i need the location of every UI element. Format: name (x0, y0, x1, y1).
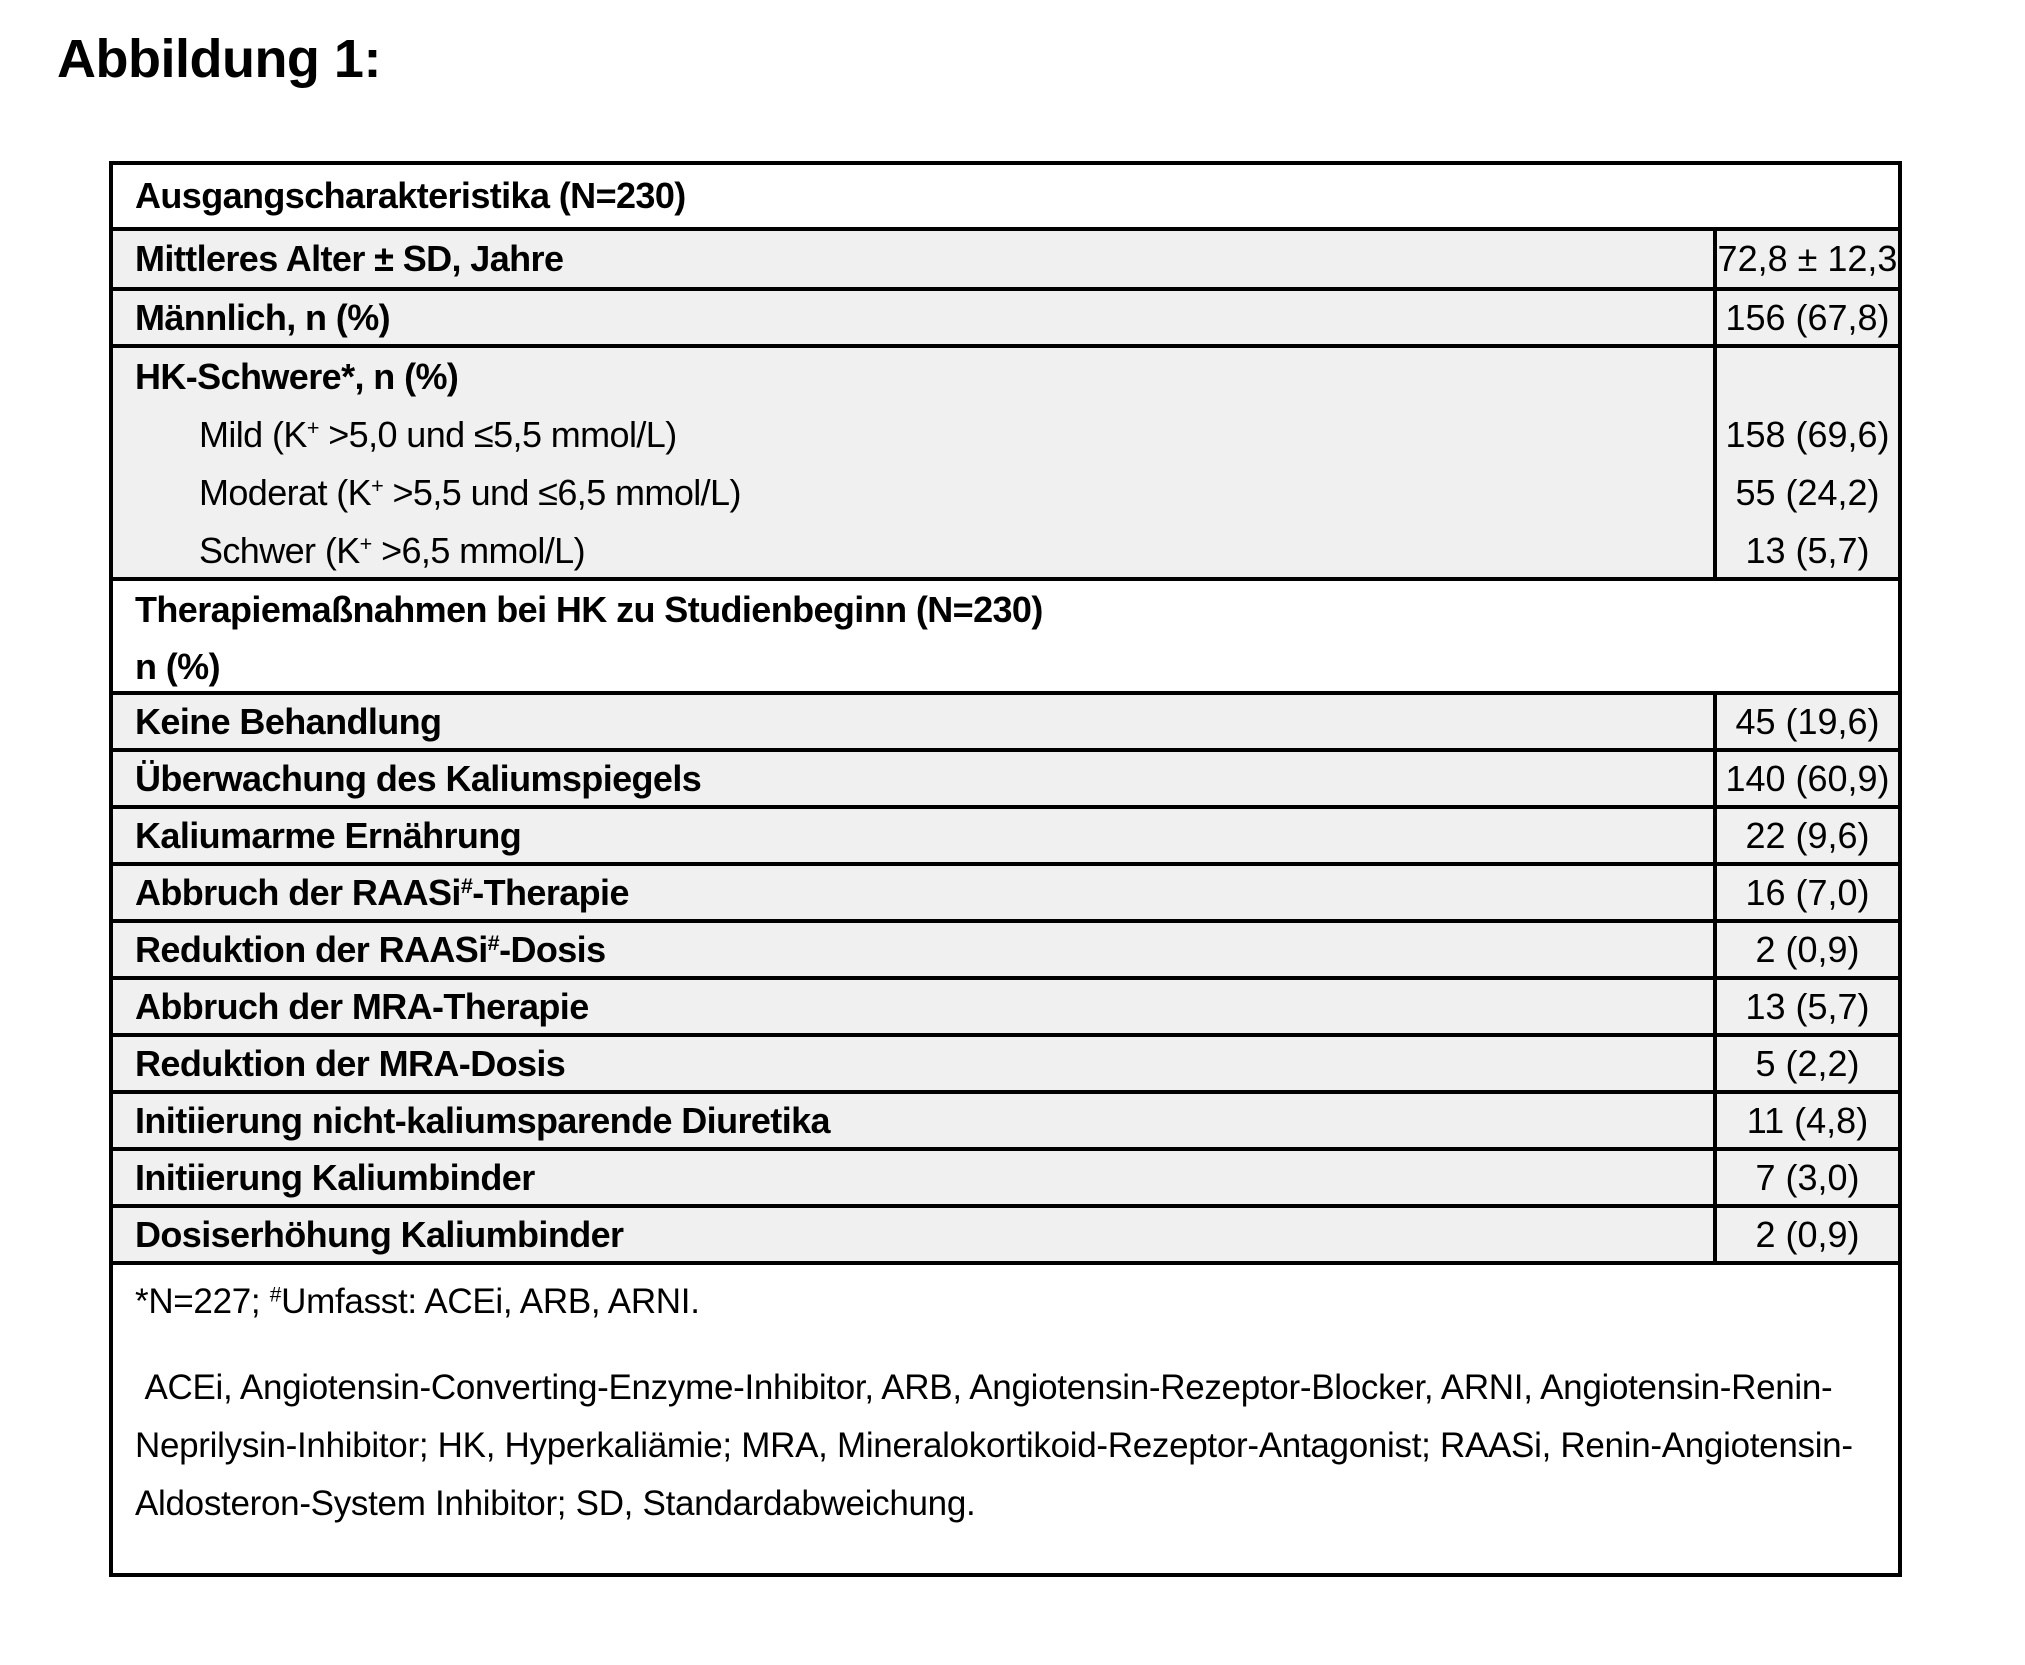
severity-heading: HK-Schwere*, n (%) (135, 356, 459, 397)
figure-title: Abbildung 1: (57, 29, 381, 89)
table-row (113, 691, 1898, 748)
row-value: 7 (3,0) (1713, 1151, 1898, 1204)
row-value: 5 (2,2) (1713, 1037, 1898, 1090)
severity-item-label: Schwer (K+ >6,5 mmol/L) (199, 530, 585, 571)
characteristics-table (109, 161, 1902, 1577)
row-value: 2 (0,9) (1713, 923, 1898, 976)
footnote-line: *N=227; #Umfasst: ACEi, ARB, ARNI. (135, 1282, 700, 1321)
severity-item-label: Mild (K+ >5,0 und ≤5,5 mmol/L) (199, 414, 677, 455)
row-label: Keine Behandlung (135, 700, 442, 742)
row-label: Reduktion der MRA-Dosis (135, 1042, 566, 1084)
severity-item-value: 13 (5,7) (1745, 530, 1870, 571)
table-row (113, 862, 1898, 919)
row-value: 2 (0,9) (1713, 1208, 1898, 1261)
row-label: Abbruch der MRA-Therapie (135, 985, 589, 1027)
section-heading-therapy (113, 577, 1898, 691)
severity-item-value: 55 (24,2) (1735, 472, 1880, 513)
row-value: 72,8 ± 12,3 (1713, 231, 1898, 287)
table-row (113, 976, 1898, 1033)
table-row (113, 1204, 1898, 1261)
row-label: Dosiserhöhung Kaliumbinder (135, 1213, 624, 1255)
table-row (113, 1033, 1898, 1090)
severity-item-value: 158 (69,6) (1725, 414, 1890, 455)
section-heading-baseline (113, 165, 1898, 227)
footnote (113, 1265, 1898, 1573)
row-value: 22 (9,6) (1713, 809, 1898, 862)
row-label: Initiierung nicht-kaliumsparende Diuretika (135, 1099, 830, 1141)
table-row (113, 919, 1898, 976)
table-row (113, 227, 1898, 287)
table-row (113, 1147, 1898, 1204)
row-value: 11 (4,8) (1713, 1094, 1898, 1147)
row-label: Initiierung Kaliumbinder (135, 1156, 535, 1198)
baseline-heading: Ausgangscharakteristika (N=230) (135, 175, 686, 216)
table-row (113, 287, 1898, 344)
table-row (113, 805, 1898, 862)
abbreviations: ACEi, Angiotensin-Converting-Enzyme-Inhibitor, ARB, Angiotensin-Rezeptor-Blocker, ARNI, Angiotensin-Renin-Neprilysin-Inhibitor; HK, Hyperkaliämie; MRA, Mineralokortikoid-Rezeptor-Antagonist; RAASi, Renin-Angiotensin-Aldosteron-System Inhibitor; SD, Standardabweichung. (135, 1368, 1853, 1523)
table-row (113, 748, 1898, 805)
row-label: Reduktion der RAASi#-Dosis (135, 928, 606, 970)
row-value: 16 (7,0) (1713, 866, 1898, 919)
footnote-block (113, 1261, 1898, 1573)
severity-item-label: Moderat (K+ >5,5 und ≤6,5 mmol/L) (199, 472, 741, 513)
row-value: 140 (60,9) (1713, 752, 1898, 805)
severity-values (1713, 348, 1898, 577)
row-label: Kaliumarme Ernährung (135, 814, 522, 856)
row-label: Überwachung des Kaliumspiegels (135, 757, 702, 799)
row-value: 13 (5,7) (1713, 980, 1898, 1033)
row-label: Mittleres Alter ± SD, Jahre (135, 238, 564, 279)
therapy-heading-line2: n (%) (135, 646, 220, 687)
row-label: Abbruch der RAASi#-Therapie (135, 871, 629, 913)
therapy-heading-line1: Therapiemaßnahmen bei HK zu Studienbeginn (N=230) (135, 589, 1043, 630)
therapy-heading (113, 581, 1898, 691)
row-label: Männlich, n (%) (135, 296, 390, 338)
row-value: 156 (67,8) (1713, 291, 1898, 344)
severity-labels (113, 348, 1713, 577)
row-value: 45 (19,6) (1713, 695, 1898, 748)
severity-block (113, 344, 1898, 577)
table-row (113, 1090, 1898, 1147)
